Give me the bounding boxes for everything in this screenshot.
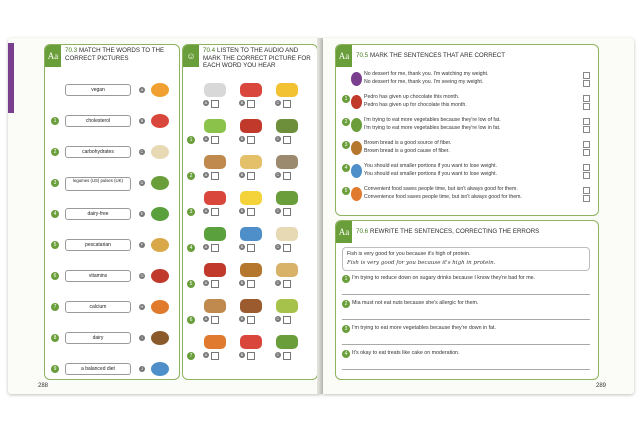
answer-checkbox[interactable] [283, 100, 291, 108]
exercise-70-5 [335, 44, 599, 216]
option-letter: A [204, 244, 208, 249]
word-row [51, 83, 173, 99]
option-cell[interactable] [273, 119, 301, 145]
answer-checkbox[interactable] [247, 208, 255, 216]
item-number: 3 [342, 141, 350, 149]
option-cell[interactable] [201, 83, 229, 109]
food-picture-icon [151, 238, 169, 252]
option-letter: C [276, 136, 280, 141]
food-picture-icon [240, 83, 262, 97]
food-picture-icon [151, 83, 169, 97]
option-letter: A [204, 136, 208, 141]
item-number: 2 [187, 172, 195, 180]
food-picture-icon [240, 299, 262, 313]
answer-checkbox[interactable] [247, 244, 255, 252]
option-cell[interactable] [237, 263, 265, 289]
scene-icon [351, 72, 362, 86]
sentence-b: Pedro has given up for chocolate this month. [364, 102, 467, 108]
food-picture-icon [240, 119, 262, 133]
checkbox-a[interactable] [583, 95, 590, 102]
item-number: 4 [342, 350, 350, 358]
food-picture-icon [151, 300, 169, 314]
food-picture-icon [151, 362, 169, 376]
picture-letter: B [140, 118, 144, 123]
answer-checkbox[interactable] [211, 280, 219, 288]
scene-icon [351, 118, 362, 132]
exercise-header [336, 221, 598, 243]
option-cell[interactable] [237, 299, 265, 325]
answer-checkbox[interactable] [247, 316, 255, 324]
picture-letter: I [139, 335, 145, 341]
sentence-text: I'm trying to eat more vegetables because they're down in fat. [352, 325, 496, 331]
exercise-title: 70.6 REWRITE THE SENTENCES, CORRECTING THE ERRORS [356, 228, 540, 235]
food-picture-icon [204, 335, 226, 349]
answer-checkbox[interactable] [283, 172, 291, 180]
exercise-70-4 [182, 44, 318, 380]
sentence-a: You should eat smaller portions if you want to lose weight. [364, 163, 498, 169]
food-picture-icon [276, 335, 298, 349]
food-picture-icon [151, 145, 169, 159]
option-letter: B [240, 352, 244, 357]
scene-icon [351, 95, 362, 109]
item-number: 2 [342, 300, 350, 308]
sentence-text: Mia must not eat nuts because she's allergic for them. [352, 300, 479, 306]
word-row [51, 207, 173, 223]
option-cell[interactable] [273, 335, 301, 361]
item-number: 2 [51, 148, 59, 156]
word-box: legumes (US) pulses (UK) [65, 177, 131, 191]
answer-checkbox[interactable] [211, 100, 219, 108]
food-picture-icon [276, 299, 298, 313]
word-row [51, 145, 173, 161]
item-number: 4 [187, 244, 195, 252]
food-picture-icon [151, 269, 169, 283]
sentence-b: I'm trying to eat more vegetables because they're low in fat. [364, 125, 501, 131]
option-letter: C [276, 208, 280, 213]
exercise-header [336, 45, 598, 67]
right-page [323, 38, 634, 394]
picture-letter: D [140, 180, 144, 185]
option-cell[interactable] [237, 155, 265, 181]
item-number: 1 [51, 117, 59, 125]
headphones-icon: ☺ [183, 45, 199, 67]
food-picture-icon [151, 114, 169, 128]
food-picture-icon [204, 191, 226, 205]
picture-letter: H [140, 304, 144, 309]
answer-checkbox[interactable] [211, 136, 219, 144]
checkbox-b[interactable] [583, 103, 590, 110]
sentence-pair [342, 138, 590, 160]
option-letter: A [204, 280, 208, 285]
answer-checkbox[interactable] [247, 172, 255, 180]
item-number: 1 [187, 136, 195, 144]
checkbox-a[interactable] [583, 164, 590, 171]
word-box: vegan [65, 84, 131, 96]
option-cell[interactable] [237, 83, 265, 109]
page-number: 288 [38, 383, 49, 389]
option-letter: C [276, 244, 280, 249]
sentence-pair [342, 92, 590, 114]
exercise-header [45, 45, 179, 67]
option-letter: A [204, 172, 208, 177]
option-letter: C [276, 280, 280, 285]
option-cell[interactable] [273, 191, 301, 217]
item-number: 7 [187, 352, 195, 360]
answer-line[interactable] [342, 319, 590, 320]
picture-letter: C [140, 149, 144, 154]
option-letter: A [204, 352, 208, 357]
answer-checkbox[interactable] [211, 172, 219, 180]
item-number: 6 [51, 272, 59, 280]
option-cell[interactable] [237, 191, 265, 217]
item-number: 4 [342, 164, 350, 172]
answer-checkbox[interactable] [247, 352, 255, 360]
chapter-tab [8, 43, 14, 113]
open-book [8, 38, 634, 398]
badge-icon: Aa [336, 45, 352, 67]
option-cell[interactable] [273, 155, 301, 181]
exercise-70-3 [44, 44, 180, 380]
checkbox-b[interactable] [583, 80, 590, 87]
answer-checkbox[interactable] [211, 208, 219, 216]
option-cell[interactable] [201, 263, 229, 289]
item-number: 9 [51, 365, 59, 373]
food-picture-icon [204, 263, 226, 277]
word-row [51, 238, 173, 254]
exercise-title: 70.3 MATCH THE WORDS TO THE CORRECT PICTURES [65, 47, 165, 62]
answer-checkbox[interactable] [247, 100, 255, 108]
word-box: vitamins [65, 270, 131, 282]
item-number: 3 [342, 325, 350, 333]
food-picture-icon [204, 83, 226, 97]
food-picture-icon [276, 83, 298, 97]
exercise-title: 70.5 MARK THE SENTENCES THAT ARE CORRECT [356, 52, 506, 59]
answer-checkbox[interactable] [211, 244, 219, 252]
checkbox-a[interactable] [583, 72, 590, 79]
item-number: 5 [342, 187, 350, 195]
answer-checkbox[interactable] [247, 280, 255, 288]
sentence-pair [342, 184, 590, 206]
answer-checkbox[interactable] [283, 244, 291, 252]
badge-icon: Aa [45, 45, 61, 67]
food-picture-icon [276, 263, 298, 277]
rewrite-item [342, 300, 590, 324]
item-number: 8 [51, 334, 59, 342]
exercise-header [183, 45, 317, 77]
food-picture-icon [204, 299, 226, 313]
food-picture-icon [240, 263, 262, 277]
option-letter: B [240, 280, 244, 285]
option-cell[interactable] [273, 83, 301, 109]
checkbox-b[interactable] [583, 126, 590, 133]
page-number: 289 [595, 383, 606, 389]
rewrite-item [342, 275, 590, 299]
food-picture-icon [240, 191, 262, 205]
picture-letter: A [140, 87, 144, 92]
picture-letter: E [140, 211, 144, 216]
option-letter: C [276, 352, 280, 357]
option-letter: B [240, 316, 244, 321]
answer-checkbox[interactable] [283, 352, 291, 360]
word-row [51, 331, 173, 347]
food-picture-icon [204, 119, 226, 133]
option-cell[interactable] [201, 119, 229, 145]
food-picture-icon [240, 155, 262, 169]
option-cell[interactable] [237, 227, 265, 253]
option-cell[interactable] [237, 119, 265, 145]
item-number: 5 [51, 241, 59, 249]
word-box: calcium [65, 301, 131, 313]
sentence-pair [342, 69, 590, 91]
answer-checkbox[interactable] [283, 136, 291, 144]
item-number: 6 [187, 316, 195, 324]
sentence-text: It's okay to eat treats like cake on moderation. [352, 350, 460, 356]
item-number: 1 [342, 275, 350, 283]
option-letter: B [240, 172, 244, 177]
food-picture-icon [151, 176, 169, 190]
word-row [51, 269, 173, 285]
exercise-title: 70.4 LISTEN TO THE AUDIO AND MARK THE CORRECT PICTURE FOR EACH WORD YOU HEAR [203, 47, 311, 69]
answer-checkbox[interactable] [283, 316, 291, 324]
item-number: 3 [187, 208, 195, 216]
food-picture-icon [240, 335, 262, 349]
left-page [8, 38, 321, 394]
sentence-text: I'm trying to reduce down on sugary drinks because I know they're bad for me. [352, 275, 536, 281]
option-letter: A [204, 100, 208, 105]
checkbox-b[interactable] [583, 172, 590, 179]
item-number: 4 [51, 210, 59, 218]
sentence-a: Brown bread is a good source of fiber. [364, 140, 452, 146]
item-number: 2 [342, 118, 350, 126]
option-cell[interactable] [273, 299, 301, 325]
answer-line[interactable] [342, 369, 590, 370]
item-number: 7 [51, 303, 59, 311]
word-box: pescatarian [65, 239, 131, 251]
option-letter: A [204, 316, 208, 321]
item-number: 1 [342, 95, 350, 103]
food-picture-icon [204, 227, 226, 241]
sentence-a: Pedro has given up chocolate this month. [364, 94, 460, 100]
option-cell[interactable] [273, 227, 301, 253]
word-box: dairy [65, 332, 131, 344]
option-cell[interactable] [201, 155, 229, 181]
food-picture-icon [151, 331, 169, 345]
food-picture-icon [276, 119, 298, 133]
option-cell[interactable] [273, 263, 301, 289]
rewrite-item [342, 325, 590, 349]
option-cell[interactable] [237, 335, 265, 361]
food-picture-icon [204, 155, 226, 169]
answer-line[interactable] [342, 344, 590, 345]
food-picture-icon [276, 155, 298, 169]
sentence-a: I'm trying to eat more vegetables because they're low of fat. [364, 117, 501, 123]
sentence-pair [342, 115, 590, 137]
option-letter: B [240, 208, 244, 213]
checkbox-a[interactable] [583, 141, 590, 148]
sentence-b: You should eat smaller portions if you want to lose weight. [364, 171, 498, 177]
option-cell[interactable] [201, 299, 229, 325]
sentence-a: No dessert for me, thank you. I'm watching my weight. [364, 71, 489, 77]
option-letter: B [240, 244, 244, 249]
answer-line[interactable] [342, 294, 590, 295]
option-cell[interactable] [201, 191, 229, 217]
picture-letter: J [141, 366, 143, 371]
word-row [51, 362, 173, 378]
food-picture-icon [276, 191, 298, 205]
sentence-b: Convenience food saves people time, but isn't always good for them. [364, 194, 522, 200]
example-answer: Fish is very good for you because it's high in protein. [347, 260, 496, 266]
answer-checkbox[interactable] [211, 352, 219, 360]
sentence-b: No dessert for me, thank you. I'm seeing my weight. [364, 79, 484, 85]
option-letter: B [240, 100, 244, 105]
answer-checkbox[interactable] [283, 280, 291, 288]
option-letter: B [240, 136, 244, 141]
word-box: carbohydrates [65, 146, 131, 158]
answer-checkbox[interactable] [247, 136, 255, 144]
food-picture-icon [276, 227, 298, 241]
sentence-a: Convenient food saves people time, but isn't always good for them. [364, 186, 518, 192]
checkbox-b[interactable] [583, 149, 590, 156]
item-number: 3 [51, 179, 59, 187]
answer-checkbox[interactable] [211, 316, 219, 324]
scene-icon [351, 141, 362, 155]
rewrite-item [342, 350, 590, 374]
word-box: dairy-free [65, 208, 131, 220]
sentence-pair [342, 161, 590, 183]
checkbox-b[interactable] [583, 195, 590, 202]
sentence-b: Brown bread is a good cause of fiber. [364, 148, 450, 154]
option-letter: C [276, 100, 280, 105]
scene-icon [351, 187, 362, 201]
food-picture-icon [151, 207, 169, 221]
word-row [51, 176, 173, 192]
picture-letter: F [140, 242, 144, 247]
scene-icon [351, 164, 362, 178]
option-letter: C [276, 316, 280, 321]
example-sentence: Fish is very good for you because it's high of protein. [347, 251, 471, 257]
word-box: a balanced diet [65, 363, 131, 375]
word-row [51, 300, 173, 316]
example-box [342, 247, 590, 271]
word-box: cholesterol [65, 115, 131, 127]
option-letter: A [204, 208, 208, 213]
option-cell[interactable] [201, 335, 229, 361]
item-number: 5 [187, 280, 195, 288]
option-letter: C [276, 172, 280, 177]
checkbox-a[interactable] [583, 187, 590, 194]
exercise-70-6 [335, 220, 599, 380]
word-row [51, 114, 173, 130]
picture-letter: G [140, 273, 144, 278]
food-picture-icon [240, 227, 262, 241]
answer-checkbox[interactable] [283, 208, 291, 216]
checkbox-a[interactable] [583, 118, 590, 125]
option-cell[interactable] [201, 227, 229, 253]
badge-icon: Aa [336, 221, 352, 243]
